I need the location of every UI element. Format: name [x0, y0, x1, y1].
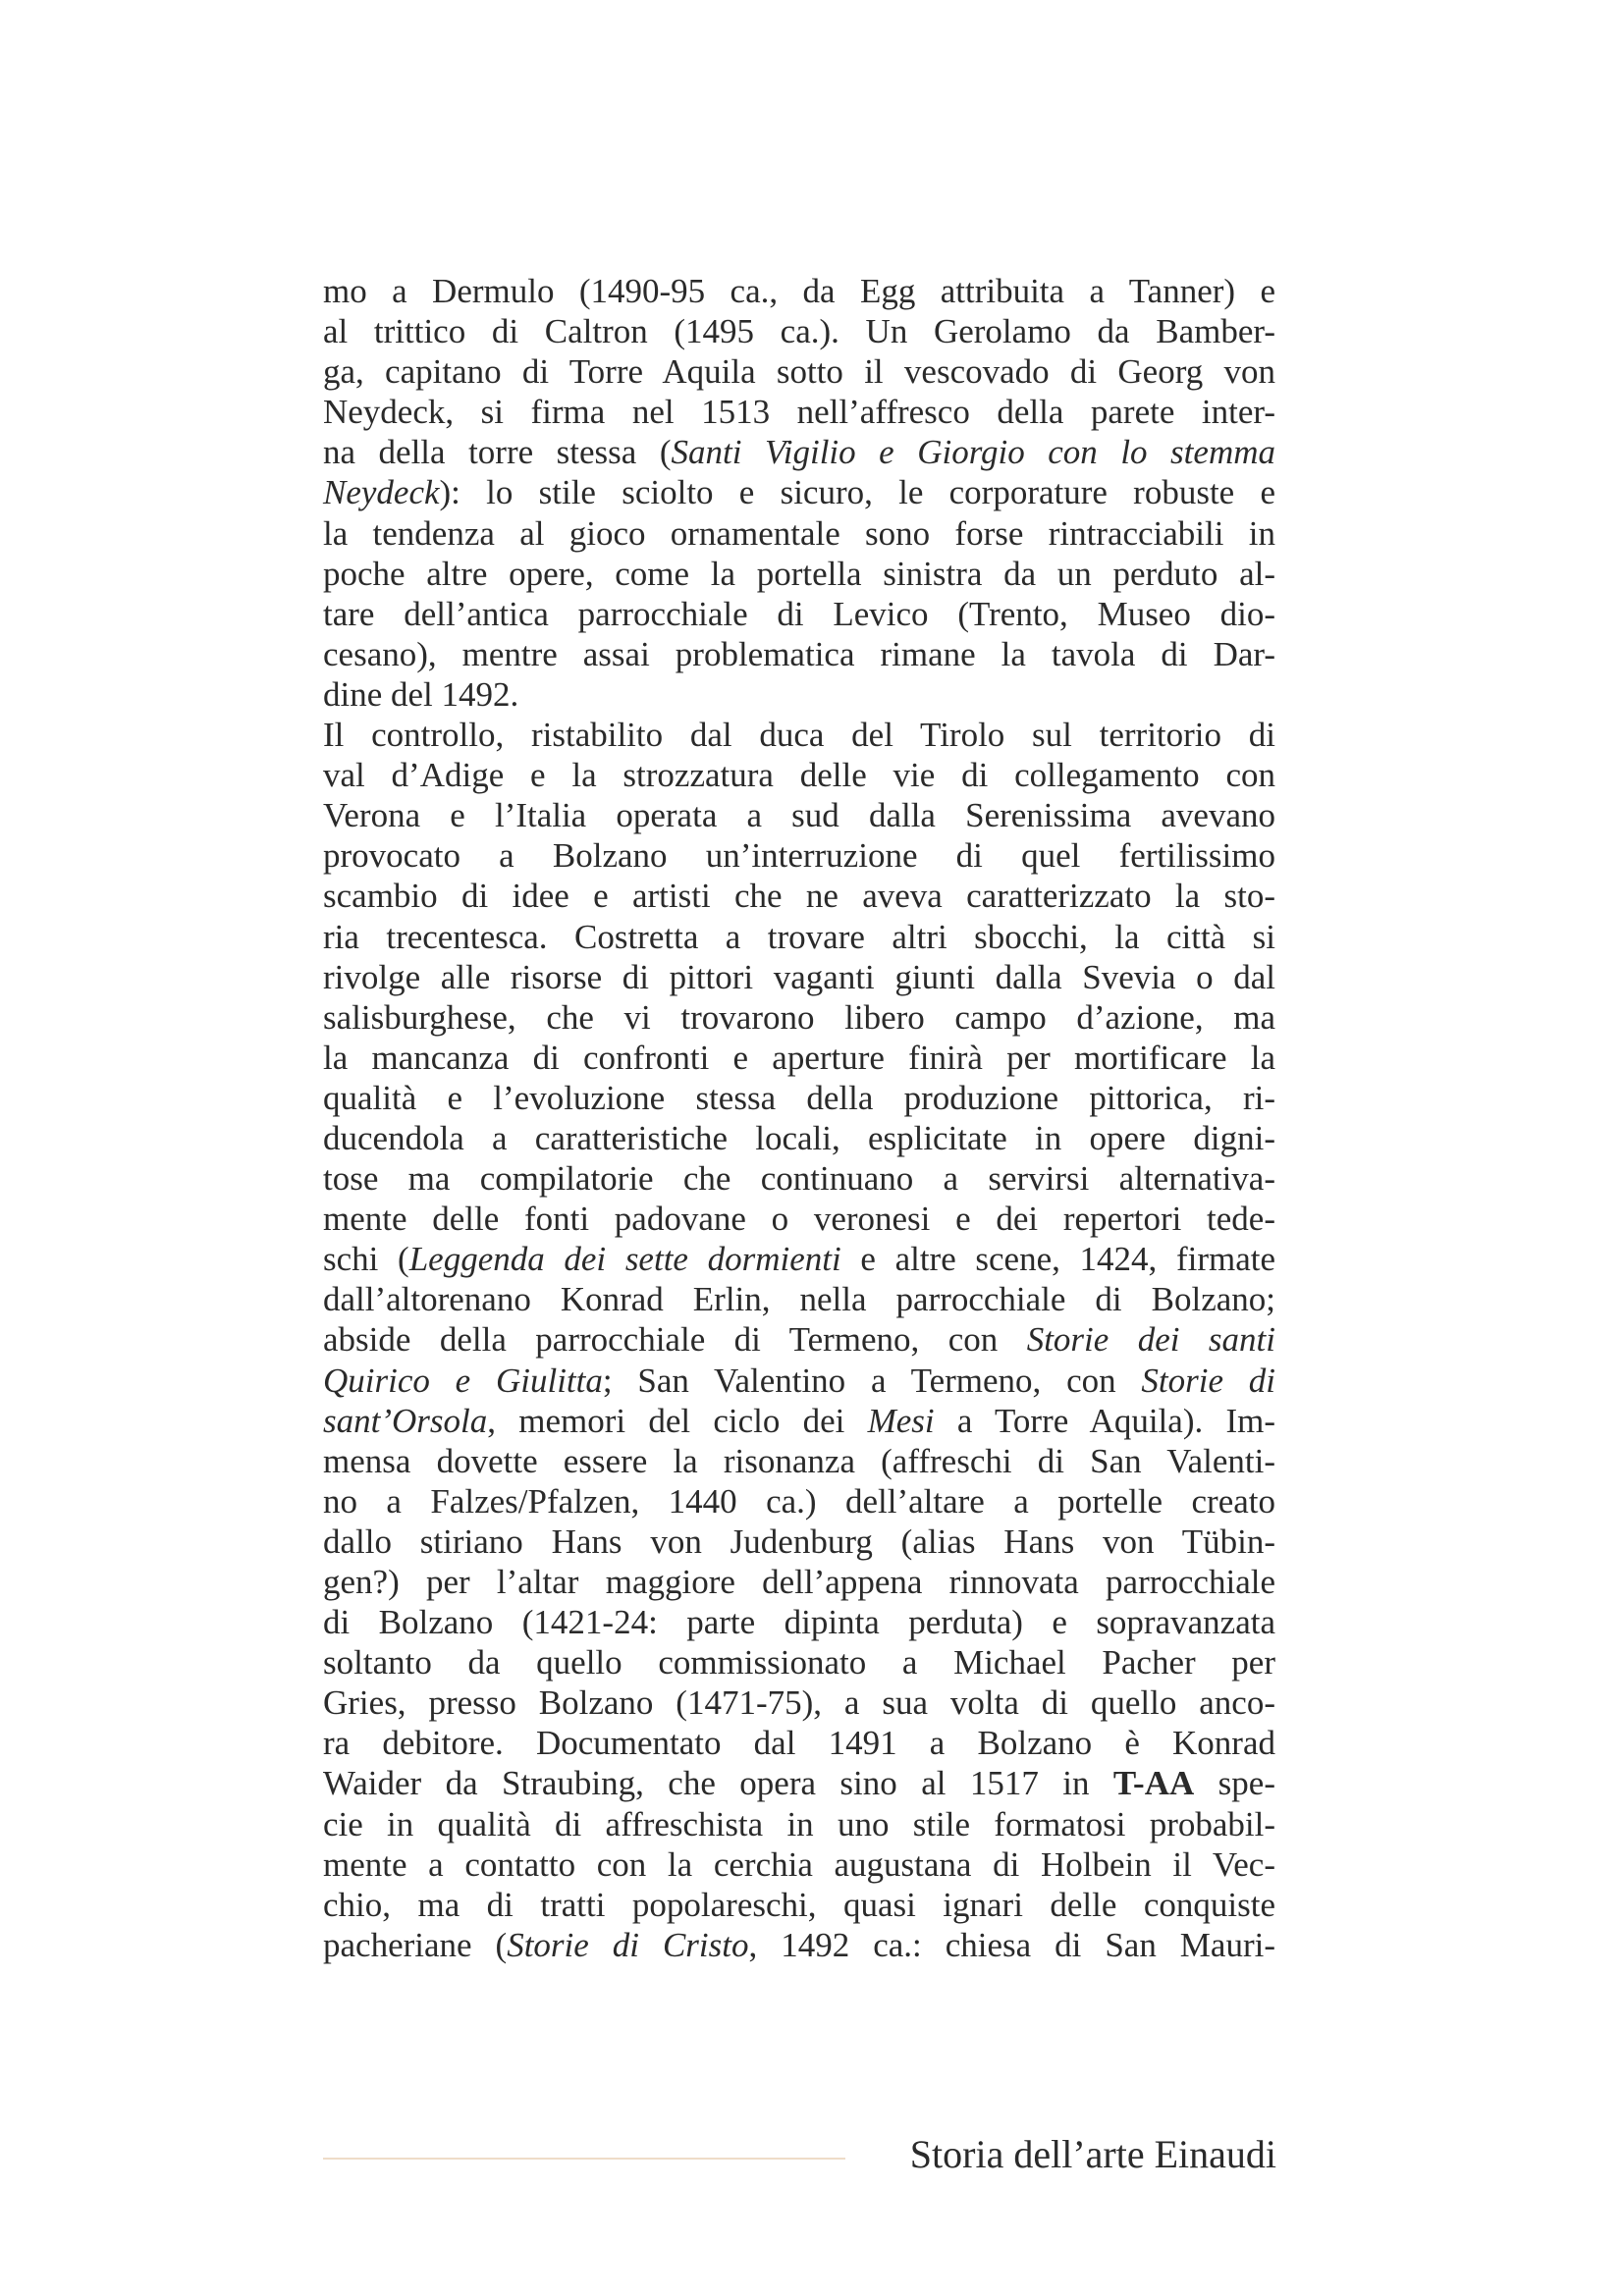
text-line	[323, 1844, 1275, 1885]
text-segment: qualità e l’evoluzione stessa della produzione pittorica, ri-	[323, 1078, 1275, 1117]
text-line	[323, 674, 1275, 715]
text-line	[323, 1642, 1275, 1682]
text-segment: mensa dovette essere la risonanza (affreschi di San Valenti-	[323, 1441, 1275, 1480]
text-line	[323, 1279, 1275, 1319]
text-line	[323, 1602, 1275, 1642]
text-line	[323, 392, 1275, 432]
text-segment: a Torre Aquila). Im-	[934, 1401, 1275, 1440]
text-segment: , 1492 ca.: chiesa di San Mauri-	[748, 1925, 1275, 1964]
text-line	[323, 1925, 1275, 1965]
text-segment: rivolge alle risorse di pittori vaganti giunti dalla Svevia o dal	[323, 957, 1275, 996]
text-segment: cie in qualità di affreschista in uno stile formatosi probabil-	[323, 1804, 1275, 1843]
text-line	[323, 1522, 1275, 1562]
text-line	[323, 634, 1275, 674]
italic-text: Storie di Cristo	[507, 1925, 749, 1964]
bold-text: T-AA	[1112, 1764, 1195, 1803]
text-line	[323, 715, 1275, 755]
text-line	[323, 1038, 1275, 1078]
text-line	[323, 1441, 1275, 1481]
footer-rule	[323, 2158, 845, 2160]
text-segment: mente a contatto con la cerchia augustana di Holbein il Vec-	[323, 1844, 1275, 1884]
text-segment: abside della parrocchiale di Termeno, con	[323, 1320, 1027, 1360]
text-line	[323, 513, 1275, 554]
text-line	[323, 1763, 1275, 1803]
text-line	[323, 755, 1275, 795]
text-segment: Gries, presso Bolzano (1471-75), a sua volta di quello anco-	[323, 1683, 1275, 1723]
text-line	[323, 432, 1275, 472]
italic-text: Storie dei santi	[1026, 1320, 1275, 1360]
text-segment: dallo stiriano Hans von Judenburg (alias Hans von Tübin-	[323, 1522, 1275, 1561]
body-text	[323, 271, 1275, 1965]
text-line	[323, 1319, 1275, 1360]
text-line	[323, 876, 1275, 916]
italic-text: Mesi	[867, 1401, 935, 1440]
text-line	[323, 351, 1275, 392]
text-line	[323, 1723, 1275, 1763]
text-segment: Neydeck, si firma nel 1513 nell’affresco della parete inter-	[323, 393, 1275, 432]
footer-title: Storia dell’arte Einaudi	[909, 2132, 1276, 2176]
text-segment: soltanto da quello commissionato a Michael Pacher per	[323, 1643, 1275, 1682]
text-segment: Waider da Straubing, che opera sino al 1517 in	[323, 1764, 1113, 1803]
text-line	[323, 472, 1275, 512]
text-line	[323, 271, 1275, 311]
text-line	[323, 594, 1275, 634]
text-line	[323, 1562, 1275, 1602]
text-segment: di Bolzano (1421-24: parte dipinta perduta) e sopravanzata	[323, 1603, 1275, 1642]
text-segment: mo a Dermulo (1490-95 ca., da Egg attribuita a Tanner) e	[323, 272, 1275, 310]
text-segment: Il controllo, ristabilito dal duca del Tirolo sul territorio di	[323, 716, 1275, 755]
italic-text: sant’Orsola	[323, 1401, 488, 1440]
text-segment: cesano), mentre assai problematica rimane la tavola di Dar-	[323, 634, 1275, 673]
text-line	[323, 917, 1275, 957]
italic-text: Neydeck	[323, 473, 440, 512]
text-segment: dine del 1492.	[323, 674, 519, 714]
text-line	[323, 1682, 1275, 1723]
italic-text: Storie di	[1141, 1361, 1276, 1400]
text-segment: val d’Adige e la strozzatura delle vie di collegamento con	[323, 756, 1275, 795]
text-segment: schi (	[323, 1240, 409, 1279]
text-segment: Verona e l’Italia operata a sud dalla Serenissima avevano	[323, 796, 1275, 835]
text-segment: ducendola a caratteristiche locali, esplicitate in opere digni-	[323, 1118, 1275, 1157]
text-segment: scambio di idee e artisti che ne aveva caratterizzato la sto-	[323, 877, 1275, 916]
text-segment: gen?) per l’altar maggiore dell’appena rinnovata parrocchiale	[323, 1563, 1275, 1601]
text-segment: ra debitore. Documentato dal 1491 a Bolzano è Konrad	[323, 1724, 1275, 1763]
text-line	[323, 1361, 1275, 1401]
text-segment: pacheriane (	[323, 1925, 508, 1964]
text-segment: spe-	[1194, 1764, 1275, 1803]
text-segment: salisburghese, che vi trovarono libero campo d’azione, ma	[323, 997, 1275, 1037]
text-line	[323, 311, 1275, 351]
text-line	[323, 1239, 1275, 1279]
text-segment: al trittico di Caltron (1495 ca.). Un Gerolamo da Bamber-	[323, 312, 1275, 351]
text-segment: na della torre stessa (	[323, 433, 672, 472]
text-line	[323, 1401, 1275, 1441]
text-line	[323, 1078, 1275, 1118]
text-segment: ria trecentesca. Costretta a trovare altri sbocchi, la città si	[323, 917, 1275, 956]
text-line	[323, 1158, 1275, 1199]
text-line	[323, 1481, 1275, 1522]
text-segment: la mancanza di confronti e aperture finirà per mortificare la	[323, 1038, 1275, 1077]
text-segment: dall’altorenano Konrad Erlin, nella parrocchiale di Bolzano;	[323, 1280, 1275, 1319]
text-segment: ga, capitano di Torre Aquila sotto il vescovado di Georg von	[323, 352, 1275, 392]
text-segment: e altre scene, 1424, firmate	[840, 1240, 1275, 1279]
text-line	[323, 997, 1275, 1038]
text-line	[323, 835, 1275, 876]
text-segment: ): lo stile sciolto e sicuro, le corporature robuste e	[439, 473, 1275, 512]
italic-text: Santi Vigilio e Giorgio con lo stemma	[671, 433, 1275, 472]
text-segment: , memori del ciclo dei	[487, 1401, 868, 1440]
text-segment: poche altre opere, come la portella sinistra da un perduto al-	[323, 554, 1275, 593]
text-segment: tare dell’antica parrocchiale di Levico (Trento, Museo dio-	[323, 594, 1275, 633]
text-line	[323, 1118, 1275, 1158]
text-segment: chio, ma di tratti popolareschi, quasi ignari delle conquiste	[323, 1885, 1275, 1924]
italic-text: Leggenda dei sette dormienti	[408, 1240, 841, 1279]
text-line	[323, 554, 1275, 594]
text-segment: provocato a Bolzano un’interruzione di quel fertilissimo	[323, 836, 1275, 876]
text-line	[323, 1804, 1275, 1844]
text-line	[323, 795, 1275, 835]
text-segment: ; San Valentino a Termeno, con	[602, 1361, 1142, 1400]
italic-text: Quirico e Giulitta	[323, 1361, 603, 1400]
text-line	[323, 957, 1275, 997]
text-segment: tose ma compilatorie che continuano a servirsi alternativa-	[323, 1159, 1275, 1199]
text-segment: la tendenza al gioco ornamentale sono forse rintracciabili in	[323, 513, 1275, 553]
text-line	[323, 1885, 1275, 1925]
text-line	[323, 1199, 1275, 1239]
text-segment: no a Falzes/Pfalzen, 1440 ca.) dell’altare a portelle creato	[323, 1481, 1275, 1521]
text-segment: mente delle fonti padovane o veronesi e dei repertori tede-	[323, 1200, 1275, 1239]
